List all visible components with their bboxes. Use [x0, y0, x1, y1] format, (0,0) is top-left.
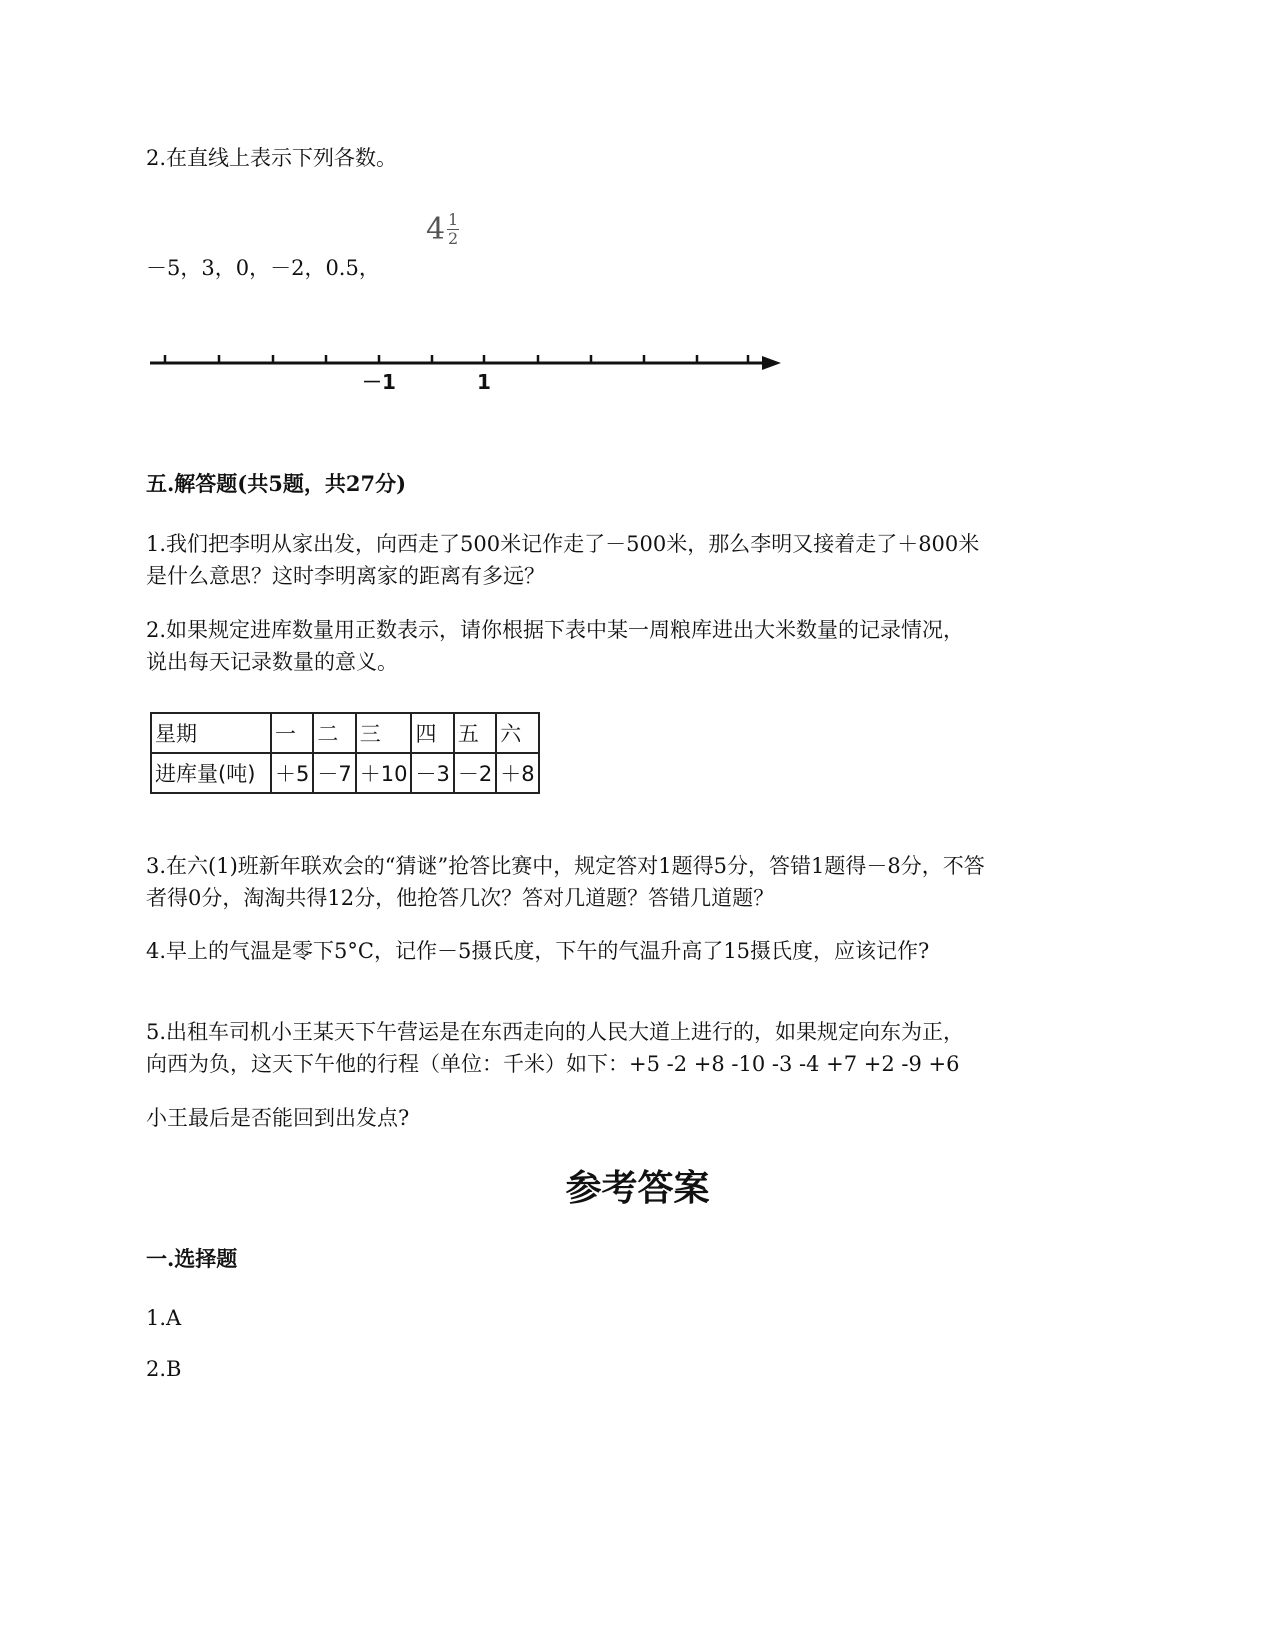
label-neg1: －1 [362, 370, 396, 394]
table-cell: ＋5 [271, 753, 313, 793]
fraction-whole: 4 [426, 211, 446, 247]
table-cell: －3 [411, 753, 453, 793]
table-cell: 一 [271, 713, 313, 753]
question-5-5-line1: 5.出租车司机小王某天下午营运是在东西走向的人民大道上进行的，如果规定向东为正， [146, 1020, 965, 1044]
table-row [151, 753, 539, 793]
question-5-4: 4.早上的气温是零下5°C，记作－5摄氏度，下午的气温升高了15摄氏度，应该记作? [146, 939, 930, 963]
question-5-2-line1: 2.如果规定进库数量用正数表示，请你根据下表中某一周粮库进出大米数量的记录情况， [146, 618, 965, 642]
fraction-part [447, 212, 459, 247]
table-cell: ＋10 [356, 753, 412, 793]
answers-section-1: 一.选择题 [146, 1246, 238, 1271]
number-line [150, 345, 790, 405]
answers-title: 参考答案 [565, 1167, 710, 1209]
fraction-numerator: 1 [448, 210, 459, 229]
table-cell: －7 [313, 753, 355, 793]
question-5-3-line2: 者得0分，淘淘共得12分，他抢答几次？答对几道题？答错几道题？ [146, 886, 775, 910]
fraction-denominator: 2 [448, 229, 459, 248]
table-cell: 五 [454, 713, 496, 753]
question-5-3 [146, 850, 1136, 914]
table-cell: 四 [411, 713, 453, 753]
table-cell: 六 [496, 713, 538, 753]
table-row [151, 713, 539, 753]
question-5-1-line1: 1.我们把李明从家出发，向西走了500米记作走了－500米，那么李明又接着走了＋800米 [146, 532, 980, 556]
answer-2: 2.B [146, 1357, 182, 1381]
table-cell: 星期 [151, 713, 271, 753]
table-cell: －2 [454, 753, 496, 793]
question-5-5-line2: 向西为负，这天下午他的行程（单位：千米）如下：+5 -2 +8 -10 -3 -4 +7 +2 -9 +6 [146, 1052, 960, 1076]
question-5-5 [146, 1016, 1136, 1080]
table-cell: 进库量(吨) [151, 753, 271, 793]
answer-1: 1.A [146, 1306, 182, 1330]
table-cell: 二 [313, 713, 355, 753]
section-5-heading: 五.解答题(共5题，共27分) [146, 471, 407, 496]
question-5-1 [146, 528, 1136, 592]
question-2-title: 2.在直线上表示下列各数。 [146, 146, 398, 170]
question-5-3-line1: 3.在六(1)班新年联欢会的“猜谜”抢答比赛中，规定答对1题得5分，答错1题得－8分，不答 [146, 854, 985, 878]
table-cell: 三 [356, 713, 412, 753]
label-1: 1 [477, 370, 491, 394]
numbers-list: －5，3，0，－2，0.5， [146, 256, 380, 280]
mixed-fraction [426, 212, 459, 247]
question-5-5-line3: 小王最后是否能回到出发点? [146, 1106, 410, 1130]
question-5-1-line2: 是什么意思？这时李明离家的距离有多远？ [146, 564, 545, 588]
number-line-arrow [762, 356, 781, 370]
question-5-2 [146, 614, 1136, 678]
question-5-2-line2: 说出每天记录数量的意义。 [146, 650, 398, 674]
table-cell: ＋8 [496, 753, 538, 793]
grain-table [150, 712, 540, 794]
